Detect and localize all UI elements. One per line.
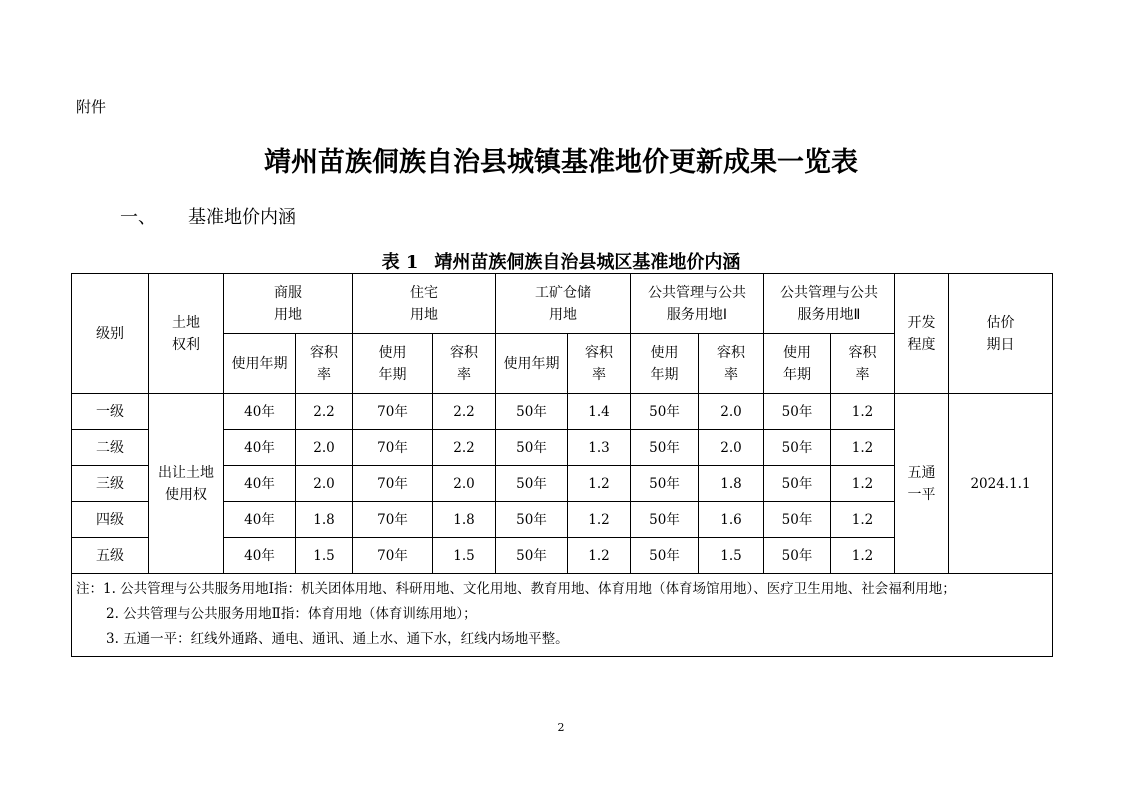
header-public-service-1	[631, 274, 764, 334]
annex-label: 附件	[76, 98, 107, 116]
section-number: 一、	[120, 207, 156, 228]
cell-public2-term: 50年	[764, 466, 831, 502]
cell-public1-term: 50年	[631, 394, 699, 430]
table-caption-text: 靖州苗族侗族自治县城区基准地价内涵	[434, 252, 741, 273]
cell-commercial-far: 1.5	[296, 538, 353, 574]
text-line: 权利	[172, 336, 200, 353]
cell-commercial-far: 2.0	[296, 430, 353, 466]
text-line: 用地	[274, 306, 302, 323]
text-line: 服务用地Ⅱ	[797, 306, 861, 323]
cell-grade: 四级	[72, 502, 149, 538]
cell-public2-term: 50年	[764, 502, 831, 538]
text-line: 使用年期	[503, 355, 560, 372]
header-grade: 级别	[72, 274, 149, 394]
cell-residential-far: 2.2	[433, 430, 496, 466]
cell-public1-term: 50年	[631, 502, 699, 538]
text-line: 出让土地	[158, 464, 214, 481]
cell-industrial-far: 1.2	[568, 538, 631, 574]
cell-commercial-term: 40年	[224, 430, 296, 466]
text-line: 使用	[378, 344, 407, 361]
cell-commercial-term: 40年	[224, 538, 296, 574]
cell-industrial-far: 1.2	[568, 502, 631, 538]
cell-commercial-term: 40年	[224, 394, 296, 430]
text-line: 程度	[907, 336, 936, 353]
cell-residential-term: 70年	[353, 394, 433, 430]
cell-public1-far: 2.0	[699, 430, 764, 466]
text-line: 使用权	[165, 486, 207, 503]
cell-public2-far: 1.2	[831, 466, 895, 502]
text-line: 容积	[848, 344, 877, 361]
header-valuation-date	[949, 274, 1053, 394]
page-title: 靖州苗族侗族自治县城镇基准地价更新成果一览表	[264, 147, 858, 178]
text-line: 住宅	[410, 284, 438, 301]
cell-land-right	[149, 394, 224, 574]
text-line: 一平	[907, 486, 936, 503]
text-line: 容积	[585, 344, 613, 361]
table-notes	[72, 574, 1053, 657]
cell-public1-term: 50年	[631, 538, 699, 574]
cell-public1-term: 50年	[631, 430, 699, 466]
cell-development-level	[895, 394, 949, 574]
text-line: 使用年期	[231, 355, 288, 372]
text-line: 用地	[410, 306, 438, 323]
text-line: 容积	[310, 344, 338, 361]
cell-public2-far: 1.2	[831, 430, 895, 466]
table-row	[72, 394, 1053, 430]
cell-commercial-term: 40年	[224, 502, 296, 538]
cell-public1-term: 50年	[631, 466, 699, 502]
text-line: 年期	[378, 366, 407, 383]
text-line: 容积	[450, 344, 478, 361]
section-heading	[120, 203, 296, 229]
cell-grade: 二级	[72, 430, 149, 466]
cell-grade: 一级	[72, 394, 149, 430]
header-development-level	[895, 274, 949, 394]
cell-industrial-term: 50年	[496, 466, 568, 502]
cell-commercial-far: 1.8	[296, 502, 353, 538]
text-line: 年期	[783, 366, 811, 383]
cell-industrial-far: 1.4	[568, 394, 631, 430]
cell-industrial-term: 50年	[496, 538, 568, 574]
text-line: 公共管理与公共	[780, 284, 878, 301]
text-line: 开发	[907, 314, 936, 331]
cell-grade: 五级	[72, 538, 149, 574]
text-line: 率	[855, 366, 870, 383]
subheader-commercial-far	[296, 334, 353, 394]
text-line: 率	[724, 366, 738, 383]
cell-industrial-term: 50年	[496, 430, 568, 466]
cell-residential-far: 2.2	[433, 394, 496, 430]
note-item: 注：1. 公共管理与公共服务用地Ⅰ指：机关团体用地、科研用地、文化用地、教育用地、体育用地（体育场馆用地）、医疗卫生用地、社会福利用地；	[76, 581, 956, 597]
cell-residential-far: 2.0	[433, 466, 496, 502]
cell-industrial-term: 50年	[496, 502, 568, 538]
header-commercial	[224, 274, 353, 334]
cell-public1-far: 1.5	[699, 538, 764, 574]
text-line: 容积	[717, 344, 745, 361]
subheader-public2-term	[764, 334, 831, 394]
cell-residential-term: 70年	[353, 538, 433, 574]
subheader-industrial-far	[568, 334, 631, 394]
land-price-table	[71, 273, 1053, 657]
subheader-industrial-term	[496, 334, 568, 394]
cell-public2-term: 50年	[764, 394, 831, 430]
cell-grade: 三级	[72, 466, 149, 502]
subheader-commercial-term	[224, 334, 296, 394]
cell-residential-term: 70年	[353, 502, 433, 538]
header-row-1	[72, 274, 1053, 334]
cell-commercial-far: 2.2	[296, 394, 353, 430]
cell-public1-far: 1.8	[699, 466, 764, 502]
cell-residential-far: 1.5	[433, 538, 496, 574]
subheader-public1-far	[699, 334, 764, 394]
header-land-right	[149, 274, 224, 394]
text-line: 使用	[650, 344, 679, 361]
cell-valuation-date: 2024.1.1	[949, 394, 1053, 574]
cell-residential-far: 1.8	[433, 502, 496, 538]
text-line: 用地	[549, 306, 577, 323]
text-line: 服务用地Ⅰ	[666, 306, 728, 323]
cell-public2-term: 50年	[764, 430, 831, 466]
cell-public2-far: 1.2	[831, 502, 895, 538]
text-line: 率	[317, 366, 331, 383]
text-line: 工矿仓储	[535, 284, 591, 301]
cell-industrial-far: 1.2	[568, 466, 631, 502]
header-industrial	[496, 274, 631, 334]
cell-public1-far: 1.6	[699, 502, 764, 538]
cell-residential-term: 70年	[353, 466, 433, 502]
cell-industrial-term: 50年	[496, 394, 568, 430]
cell-public1-far: 2.0	[699, 394, 764, 430]
cell-public2-far: 1.2	[831, 538, 895, 574]
text-line: 五通	[907, 464, 936, 481]
header-residential	[353, 274, 496, 334]
note-item: 3. 五通一平：红线外通路、通电、通讯、通上水、通下水，红线内场地平整。	[106, 631, 569, 647]
notes-row	[72, 574, 1053, 657]
cell-public2-far: 1.2	[831, 394, 895, 430]
cell-residential-term: 70年	[353, 430, 433, 466]
text-line: 商服	[274, 284, 302, 301]
cell-commercial-term: 40年	[224, 466, 296, 502]
cell-public2-term: 50年	[764, 538, 831, 574]
text-line: 公共管理与公共	[648, 284, 746, 301]
table-caption-label: 表 1	[381, 252, 419, 273]
subheader-public1-term	[631, 334, 699, 394]
table-caption	[0, 248, 1122, 274]
text-line: 率	[457, 366, 471, 383]
text-line: 估价	[986, 314, 1015, 331]
subheader-public2-far	[831, 334, 895, 394]
header-public-service-2	[764, 274, 895, 334]
text-line: 期日	[986, 336, 1015, 353]
note-item: 2. 公共管理与公共服务用地Ⅱ指：体育用地（体育训练用地）；	[106, 606, 477, 622]
cell-commercial-far: 2.0	[296, 466, 353, 502]
cell-industrial-far: 1.3	[568, 430, 631, 466]
subheader-residential-term	[353, 334, 433, 394]
subheader-residential-far	[433, 334, 496, 394]
text-line: 率	[592, 366, 606, 383]
section-title: 基准地价内涵	[188, 207, 296, 228]
text-line: 土地	[172, 314, 200, 331]
page-number: 2	[557, 721, 565, 734]
text-line: 使用	[783, 344, 811, 361]
text-line: 年期	[650, 366, 679, 383]
